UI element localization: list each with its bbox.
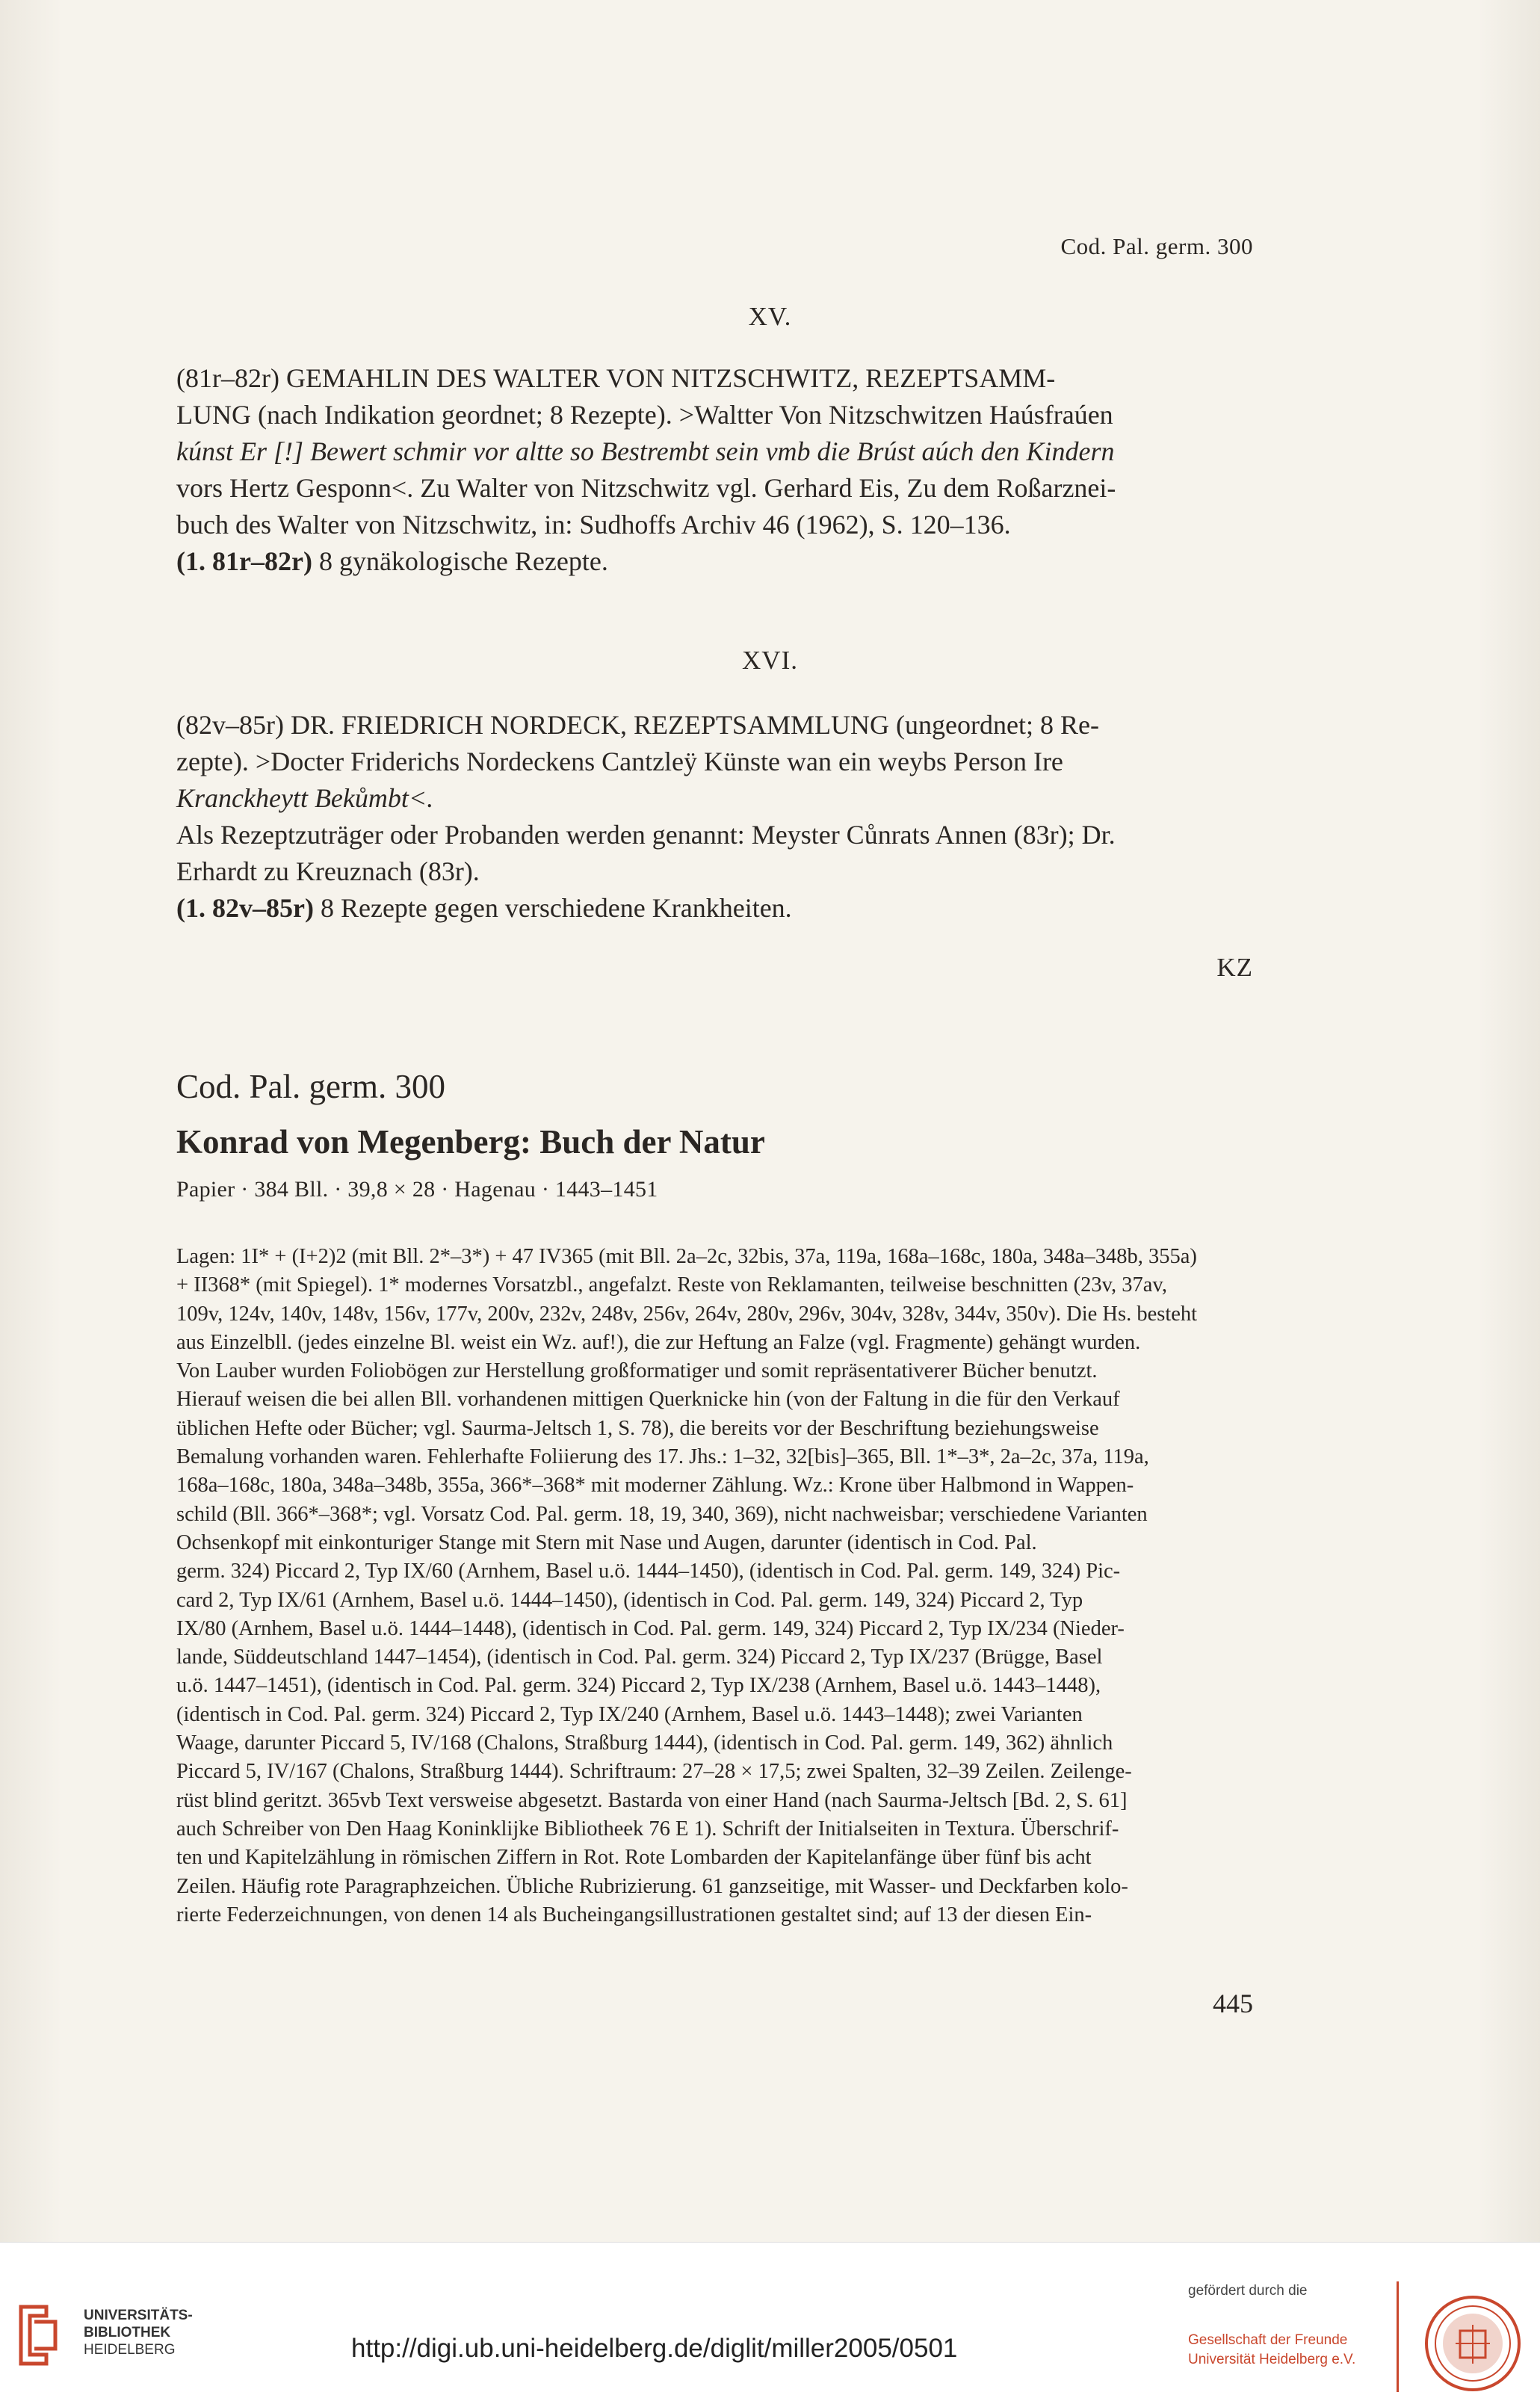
xv-line-2: LUNG (nach Indikation geordnet; 8 Rezepte). >Waltter Von Nitzschwitzen Haúsfraúen (176, 400, 1113, 430)
description-line: card 2, Typ IX/61 (Arnhem, Basel u.ö. 1444–1450), (identisch in Cod. Pal. germ. 149, 324) Piccard 2, Typ (176, 1588, 1083, 1612)
xv-line-3: kúnst Er [!] Bewert schmir vor altte so Bestrembt sein vmb die Brúst aúch den Kindern (176, 436, 1115, 466)
xvi-line-3: Kranckheytt Bekůmbt<. (176, 783, 434, 813)
description-line: lande, Süddeutschland 1447–1454), (identisch in Cod. Pal. germ. 324) Piccard 2, Typ IX/237 (Brügge, Basel (176, 1646, 1103, 1669)
section-number-xv: XV. (748, 302, 792, 331)
section-number-xvi: XVI. (742, 646, 798, 675)
xvi-line-5: Erhardt zu Kreuznach (83r). (176, 856, 480, 886)
description-line: Zeilen. Häufig rote Paragraphzeichen. Übliche Rubrizierung. 61 ganzseitige, mit Wasser- und Deckfarben kolo- (176, 1874, 1128, 1898)
footer-bar (0, 2242, 1540, 2401)
description-line: aus Einzelbll. (jedes einzelne Bl. weist ein Wz. auf!), die zur Heftung an Falze (vgl. Fragmente) gehängt wurden. (176, 1330, 1141, 1354)
xvi-line-4: Als Rezeptzuträger oder Probanden werden genannt: Meyster Cůnrats Annen (83r); Dr. (176, 820, 1116, 850)
library-line-1: UNIVERSITÄTS- (84, 2308, 193, 2323)
codex-description (176, 1243, 1252, 1929)
description-line: rierte Federzeichnungen, von denen 14 als Bucheingangsillustrationen gestaltet sind; auf 13 der diesen Ein- (176, 1903, 1092, 1926)
description-line: 109v, 124v, 140v, 148v, 156v, 177v, 200v, 232v, 248v, 256v, 264v, 280v, 296v, 304v, 328v, 344v, 350v). Die Hs. besteht (176, 1302, 1198, 1326)
codex-meta-line: Papier · 384 Bll. · 39,8 × 28 · Hagenau · 1443–1451 (176, 1177, 658, 1202)
description-line: Ochsenkopf mit einkonturiger Stange mit Stern mit Nase und Augen, darunter (identisch in Cod. Pal. (176, 1530, 1037, 1554)
description-line: Lagen: 1I* + (I+2)2 (mit Bll. 2*–3*) + 47 IV365 (mit Bll. 2a–2c, 32bis, 37a, 119a, 168a–168c, 180a, 348a–348b, 355a) (176, 1245, 1197, 1268)
description-line: IX/80 (Arnhem, Basel u.ö. 1444–1448), (identisch in Cod. Pal. germ. 149, 324) Piccard 2, Typ IX/234 (Nieder- (176, 1616, 1125, 1640)
description-line: Hierauf weisen die bei allen Bll. vorhandenen mittigen Querknicke hin (von der Faltung in die für den Verkauf (176, 1388, 1120, 1412)
running-header: Cod. Pal. germ. 300 (1060, 233, 1253, 259)
ub-heidelberg-logo-icon (16, 2301, 60, 2370)
section-xv-text (176, 360, 1252, 580)
description-line: auch Schreiber von Den Haag Koninklijke Bibliotheek 76 E 1). Schrift der Initialseiten in Textura. Überschrif- (176, 1817, 1119, 1841)
description-line: + II368* (mit Spiegel). 1* modernes Vorsatzbl., angefalzt. Reste von Reklamanten, teilweise beschnitten (23v, 37av, (176, 1273, 1167, 1297)
description-line: üblichen Hefte oder Bücher; vgl. Saurma-Jeltsch 1, S. 78), die bereits vor der Beschriftung beziehungsweise (176, 1416, 1099, 1440)
society-line-2: Universität Heidelberg e.V. (1188, 2352, 1356, 2367)
xvi-line-2: zepte). >Docter Friderichs Nordeckens Cantzleÿ Künste wan ein weybs Person Ire (176, 747, 1063, 776)
description-line: germ. 324) Piccard 2, Typ IX/60 (Arnhem, Basel u.ö. 1444–1450), (identisch in Cod. Pal. germ. 149, 324) Pic- (176, 1560, 1121, 1583)
footer-divider (1397, 2281, 1399, 2392)
society-line-1: Gesellschaft der Freunde (1188, 2332, 1348, 2348)
section-xvi-text (176, 707, 1252, 927)
description-line: ten und Kapitelzählung in römischen Ziffern in Rot. Rote Lombarden der Kapitelanfänge über fünf bis acht (176, 1846, 1092, 1870)
xv-line-6 (176, 543, 1252, 580)
xvi-folio-desc: 8 Rezepte gegen verschiedene Krankheiten. (313, 893, 792, 923)
funded-by-label: gefördert durch die (1188, 2283, 1308, 2299)
university-seal-icon (1423, 2293, 1523, 2394)
permalink-url[interactable]: http://digi.ub.uni-heidelberg.de/diglit/miller2005/0501 (351, 2334, 958, 2363)
author-initials: KZ (1216, 953, 1253, 982)
library-name (84, 2307, 193, 2358)
description-line: (identisch in Cod. Pal. germ. 324) Piccard 2, Typ IX/240 (Arnhem, Basel u.ö. 1443–1448); zwei Varianten (176, 1702, 1083, 1726)
description-line: u.ö. 1447–1451), (identisch in Cod. Pal. germ. 324) Piccard 2, Typ IX/238 (Arnhem, Basel u.ö. 1443–1448), (176, 1674, 1101, 1698)
xv-line-5: buch des Walter von Nitzschwitz, in: Sudhoffs Archiv 46 (1962), S. 120–136. (176, 510, 1011, 540)
work-title: Konrad von Megenberg: Buch der Natur (176, 1123, 765, 1161)
description-line: Piccard 5, IV/167 (Chalons, Straßburg 1444). Schriftraum: 27–28 × 17,5; zwei Spalten, 32–39 Zeilen. Zeilenge- (176, 1760, 1132, 1784)
page-number: 445 (1213, 1989, 1253, 2018)
description-line: Waage, darunter Piccard 5, IV/168 (Chalons, Straßburg 1444), (identisch in Cod. Pal. germ. 149, 362) ähnlich (176, 1731, 1113, 1755)
description-line: rüst blind geritzt. 365vb Text versweise abgesetzt. Bastarda von einer Hand (nach Saurma-Jeltsch [Bd. 2, S. 61] (176, 1788, 1128, 1812)
society-name (1188, 2331, 1355, 2370)
library-line-2: BIBLIOTHEK (84, 2325, 171, 2340)
xv-line-4: vors Hertz Gesponn<. Zu Walter von Nitzschwitz vgl. Gerhard Eis, Zu dem Roßarznei- (176, 473, 1116, 503)
description-line: Von Lauber wurden Foliobögen zur Herstellung großformatiger und somit repräsentativerer Bücher benutzt. (176, 1359, 1098, 1383)
library-line-3: HEIDELBERG (84, 2342, 176, 2358)
description-line: schild (Bll. 366*–368*; vgl. Vorsatz Cod. Pal. germ. 18, 19, 340, 369), nicht nachweisbar; verschiedene Varianten (176, 1502, 1148, 1526)
xv-line-1: (81r–82r) GEMAHLIN DES WALTER VON NITZSCHWITZ, REZEPTSAMM- (176, 363, 1056, 393)
codex-title: Cod. Pal. germ. 300 (176, 1068, 445, 1105)
xv-folio-desc: 8 gynäkologische Rezepte. (312, 546, 608, 576)
description-line: 168a–168c, 180a, 348a–348b, 355a, 366*–368* mit moderner Zählung. Wz.: Krone über Halbmond in Wappen- (176, 1474, 1134, 1498)
xv-folio-range: (1. 81r–82r) (176, 546, 312, 576)
xvi-folio-range: (1. 82v–85r) (176, 893, 314, 923)
description-line: Bemalung vorhanden waren. Fehlerhafte Foliierung des 17. Jhs.: 1–32, 32[bis]–365, Bll. 1*–3*, 2a–2c, 37a, 119a, (176, 1445, 1149, 1469)
xvi-line-6 (176, 890, 1252, 927)
xvi-line-1: (82v–85r) DR. FRIEDRICH NORDECK, REZEPTSAMMLUNG (ungeordnet; 8 Re- (176, 710, 1099, 740)
